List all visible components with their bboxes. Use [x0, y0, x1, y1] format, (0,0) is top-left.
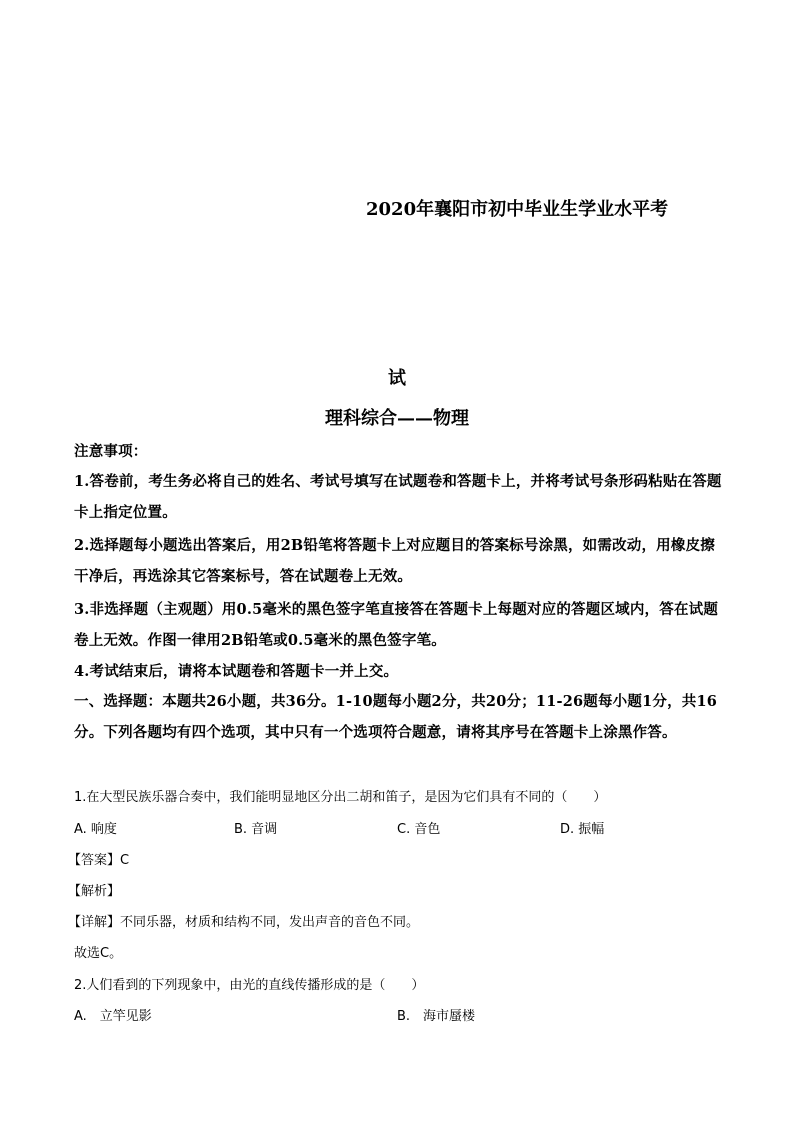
question-1-option-b: B. 音调: [234, 822, 278, 837]
notice-item-3: 3.非选择题（主观题）用0.5毫米的黑色签字笔直接答在答题卡上每题对应的答题区域内，答在试题卷上无效。作图一律用2B铅笔或0.5毫米的黑色签字笔。: [74, 601, 719, 649]
notice-item-1: 1.答卷前，考生务必将自己的姓名、考试号填写在试题卷和答题卡上，并将考试号条形码粘贴在答题卡上指定位置。: [74, 473, 722, 521]
exam-title: 2020年襄阳市初中毕业生学业水平考: [366, 199, 669, 220]
question-1-answer: 【答案】C: [68, 853, 130, 868]
question-1-option-c: C. 音色: [397, 822, 441, 837]
question-1-stem: 1.在大型民族乐器合奏中，我们能明显地区分出二胡和笛子，是因为它们具有不同的（ ）: [74, 790, 607, 805]
question-1-option-d: D. 振幅: [560, 822, 605, 837]
question-1-conclusion: 故选C。: [74, 946, 123, 961]
question-2-option-b: B. 海市蜃楼: [397, 1009, 476, 1024]
notice-item-4: 4.考试结束后，请将本试题卷和答题卡一并上交。: [74, 663, 399, 680]
notice-item-2: 2.选择题每小题选出答案后，用2B铅笔将答题卡上对应题目的答案标号涂黑，如需改动，用橡皮擦干净后，再选涂其它答案标号，答在试题卷上无效。: [74, 537, 715, 585]
question-1-analysis: 【解析】: [68, 884, 121, 899]
exam-title-continued: 试: [388, 368, 406, 389]
exam-subject: 理科综合——物理: [325, 408, 469, 429]
notice-heading: 注意事项：: [74, 443, 148, 460]
question-2-option-a: A. 立竿见影: [74, 1009, 152, 1024]
section-instructions: 一、选择题：本题共26小题，共36分。1-10题每小题2分，共20分；11-26题每小题1分，共16分。下列各题均有四个选项，其中只有一个选项符合题意，请将其序号在答题卡上涂黑作答。: [74, 693, 718, 741]
question-1-detail: 【详解】不同乐器，材质和结构不同，发出声音的音色不同。: [68, 915, 420, 930]
question-1-option-a: A. 响度: [74, 822, 117, 837]
question-2-stem: 2.人们看到的下列现象中，由光的直线传播形成的是（ ）: [74, 978, 425, 993]
